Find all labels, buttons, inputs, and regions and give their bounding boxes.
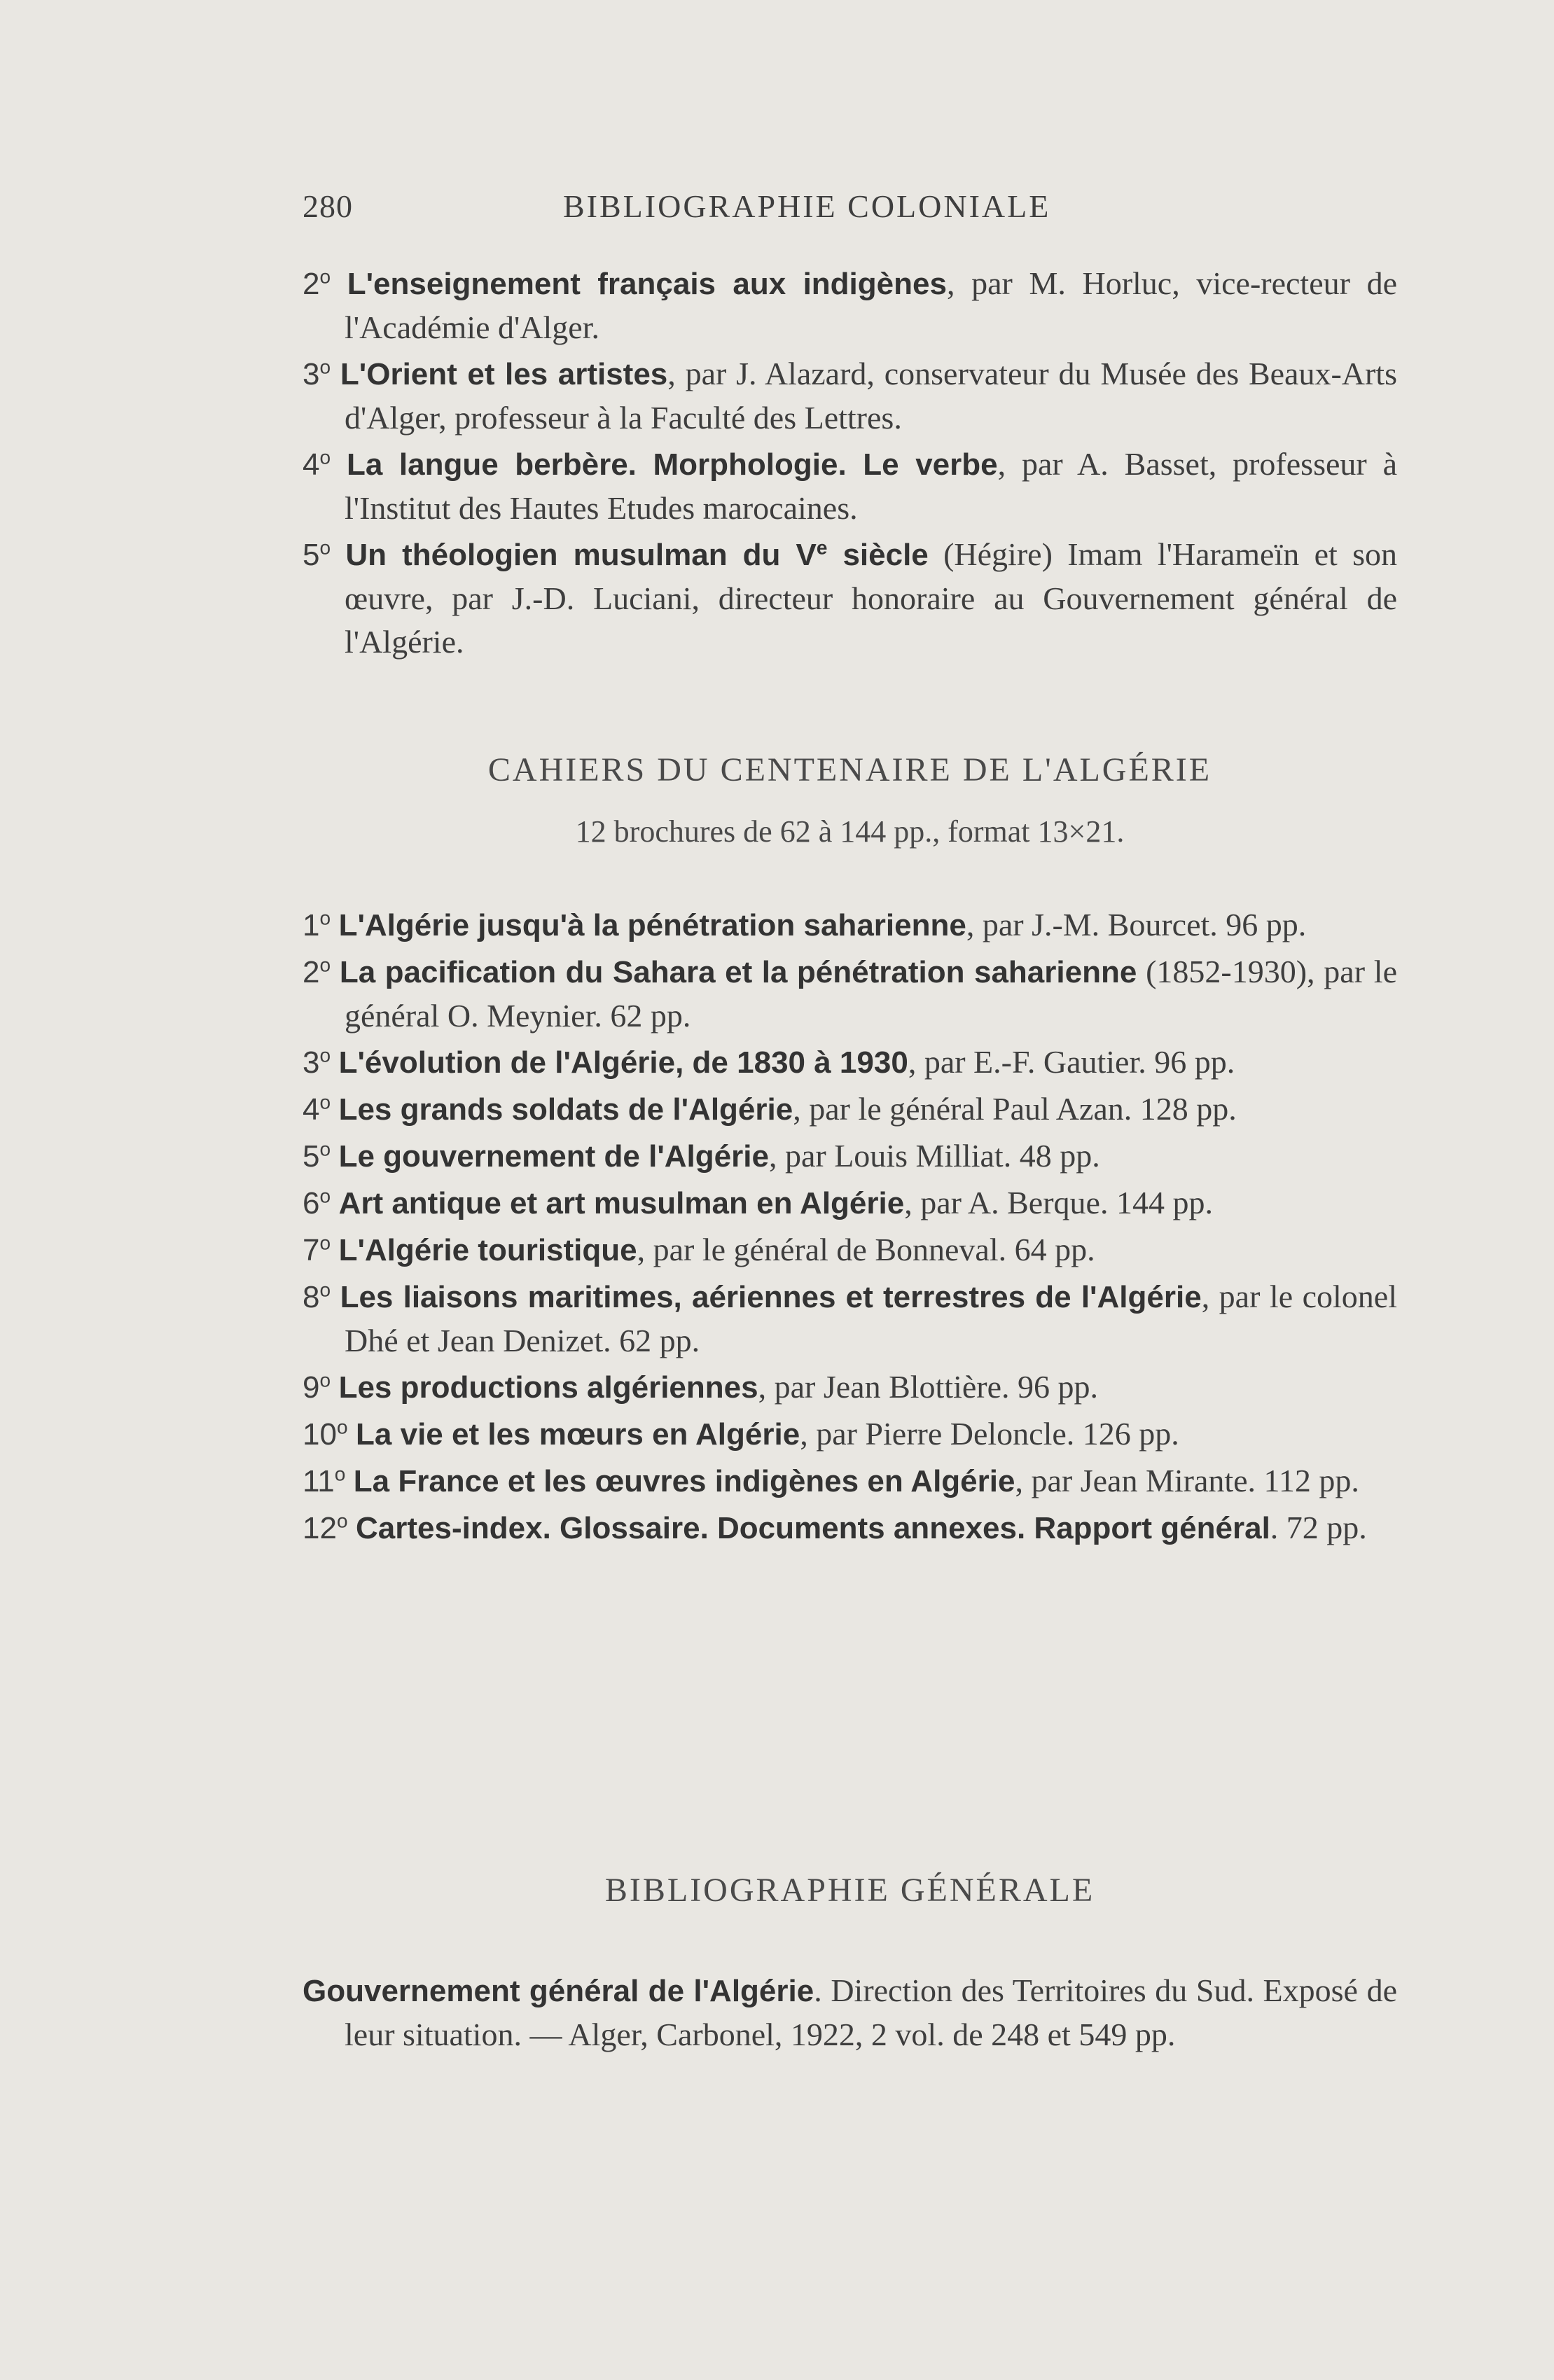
page-header: [303, 188, 1395, 237]
list-item: 2$^o$ La pacification du Sahara et la pénétration saharienne (1852-1930), par le général O. Meynier. 62 pp.: [303, 954, 1398, 1034]
list-item: 1$^o$ L'Algérie jusqu'à la pénétration saharienne, par J.-M. Bourcet. 96 pp.: [303, 907, 1307, 942]
list-item: 8$^o$ Les liaisons maritimes, aériennes et terrestres de l'Algérie, par le colonel Dhé et Jean Denizet. 62 pp.: [303, 1279, 1398, 1358]
list-item: Gouvernement général de l'Algérie. Direction des Territoires du Sud. Exposé de leur situation. — Alger, Carbonel, 1922, 2 vol. de 248 et 549 pp.: [303, 1972, 1397, 2052]
list-item: 5$^o$ Un théologien musulman du Ve siècle (Hégire) Imam l'Harameïn et son œuvre, par J.-D. Luciani, directeur honoraire au Gouvernement général de l'Algérie.: [303, 536, 1398, 660]
list-item: 11$^o$ La France et les œuvres indigènes en Algérie, par Jean Mirante. 112 pp.: [303, 1463, 1359, 1498]
list-item: 2$^o$ L'enseignement français aux indigènes, par M. Horluc, vice-recteur de l'Académie d'Alger.: [303, 265, 1398, 345]
top-list: [303, 262, 1397, 667]
list-item: 4$^o$ Les grands soldats de l'Algérie, par le général Paul Azan. 128 pp.: [303, 1091, 1237, 1127]
list-item: 7$^o$ L'Algérie touristique, par le général de Bonneval. 64 pp.: [303, 1232, 1095, 1267]
list-item: 6$^o$ Art antique et art musulman en Algérie, par A. Berque. 144 pp.: [303, 1185, 1213, 1220]
list-item: 4$^o$ La langue berbère. Morphologie. Le verbe, par A. Basset, professeur à l'Institut des Hautes Etudes marocaines.: [303, 446, 1397, 526]
section-title-generale: BIBLIOGRAPHIE GÉNÉRALE: [604, 1872, 1095, 1909]
list-item: 12$^o$ Cartes-index. Glossaire. Documents annexes. Rapport général. 72 pp.: [303, 1510, 1367, 1545]
list-item: 10$^o$ La vie et les mœurs en Algérie, par Pierre Deloncle. 126 pp.: [303, 1416, 1179, 1452]
list-item: 3$^o$ L'Orient et les artistes, par J. Alazard, conservateur du Musée des Beaux-Arts d'Alger, professeur à la Faculté des Lettres.: [303, 356, 1397, 436]
section-subtitle: 12 brochures de 62 à 144 pp., format 13×21.: [575, 814, 1125, 849]
list-item: 5$^o$ Le gouvernement de l'Algérie, par Louis Milliat. 48 pp.: [303, 1138, 1100, 1174]
generale-list: [303, 1969, 1397, 2059]
cahiers-list: [303, 903, 1397, 1553]
list-item: 3$^o$ L'évolution de l'Algérie, de 1830 à 1930, par E.-F. Gautier. 96 pp.: [303, 1044, 1235, 1080]
running-title: BIBLIOGRAPHIE COLONIALE: [563, 188, 1051, 224]
list-item: 9$^o$ Les productions algériennes, par Jean Blottière. 96 pp.: [303, 1369, 1099, 1405]
page-number: 280: [303, 188, 353, 224]
section-title-cahiers: CAHIERS DU CENTENAIRE DE L'ALGÉRIE: [487, 751, 1212, 788]
